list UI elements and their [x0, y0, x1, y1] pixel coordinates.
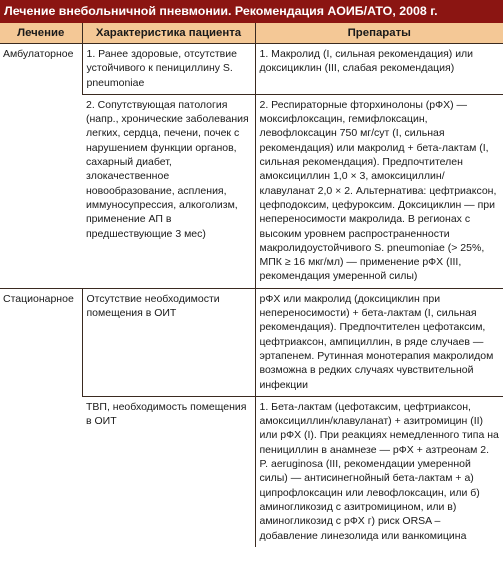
recommendation-table [0, 23, 503, 547]
patient-cell: Отсутствие необходимости помещения в ОИТ [82, 288, 255, 396]
header-drugs: Препараты [255, 23, 503, 44]
patient-cell: 1. Ранее здоровые, отсутствие устойчивого к пенициллину S. pneumoniae [82, 44, 255, 95]
table-row [0, 288, 503, 396]
patient-cell: ТВП, необходимость помещения в ОИТ [82, 396, 255, 546]
drugs-cell: 2. Респираторные фторхинолоны (рФХ) — моксифлоксацин, гемифлоксацин, левофлоксацин 750 мг/сут (I, сильная рекомендация) или макролид + бета-лактам (I, сильная рекомендация). Предпочтителен амоксициллин 1,0 × 3, амоксициллин/клавуланат 2,0 × 2. Альтернатива: цефтриаксон, цефподоксим, цефуроксим. Доксициклин — при непереносимости макролида. В регионах с высоким уровнем распространенности макролидоустойчивого S. pneumoniae (> 25%, МПК ≥ 16 мкг/мл) — применение рФХ (III, рекомендация умеренной силы) [255, 94, 503, 288]
header-treatment: Лечение [0, 23, 82, 44]
patient-cell: 2. Сопутствующая патология (напр., хронические заболевания легких, сердца, печени, почек с нарушением функции органов, сахарный диабет, злокачественное новообразование, аспления, иммуносупрессия, алкоголизм, применение АП в предшествующие 3 мес) [82, 94, 255, 288]
setting-inpatient: Стационарное [0, 288, 82, 547]
drugs-cell: 1. Бета-лактам (цефотаксим, цефтриаксон, амоксициллин/клавуланат) + азитромицин (II) или рФХ (I). При реакциях немедленного типа на пенициллин в анамнезе — рФХ + азтреонам 2. P. aeruginosa (III, рекомендации умеренной силы) — антисинегнойный бета-лактам + а) ципрофлоксацин или левофлоксацин, или б) аминогликозид с азитромицином, или в) аминогликозид с рФХ г) риск ORSA – добавление линезолида или ванкомицина [255, 396, 503, 546]
setting-outpatient: Амбулаторное [3, 48, 74, 60]
table-title: Лечение внебольничной пневмонии. Рекомендация АОИБ/АТО, 2008 г. [0, 0, 503, 23]
header-row [0, 23, 503, 44]
table-row [0, 44, 503, 95]
header-patient-characteristics: Характеристика пациента [82, 23, 255, 44]
drugs-cell: 1. Макролид (I, сильная рекомендация) или доксициклин (III, слабая рекомендация) [255, 44, 503, 95]
drugs-cell: рФХ или макролид (доксициклин при непереносимости) + бета-лактам (I, сильная рекомендация). Предпочтителен цефотаксим, цефтриаксон, ампициллин, в ряде случаев — эртапенем. Рутинная монотерапия макролидом возможна в редких случаях чувствительной инфекции [255, 288, 503, 396]
